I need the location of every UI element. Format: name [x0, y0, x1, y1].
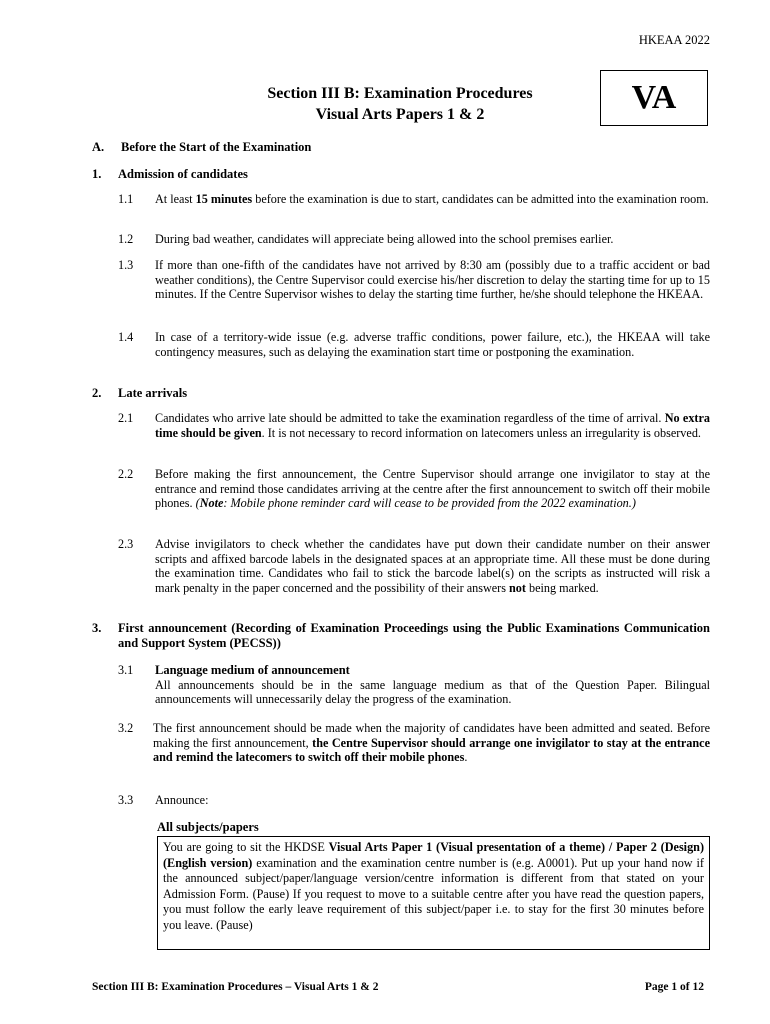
item-number: 3.3 — [118, 793, 134, 807]
section-1-heading: Admission of candidates — [118, 167, 248, 181]
item-number: 1.3 — [118, 258, 134, 272]
section-1-number: 1. — [92, 167, 102, 181]
item-3-1-text: All announcements should be in the same language medium as that of the Question Paper. Bilingual announcements will unnecessarily delay the progress of the examination. — [155, 677, 710, 707]
footer-section-title: Section III B: Examination Procedures – Visual Arts 1 & 2 — [92, 981, 379, 993]
page-title-subject: Visual Arts Papers 1 & 2 — [315, 106, 485, 123]
section-3-number: 3. — [92, 621, 102, 635]
item-3-1-content — [155, 663, 710, 707]
item-number: 1.2 — [118, 232, 134, 246]
item-1-4-text: In case of a territory-wide issue (e.g. adverse traffic conditions, power failure, etc.), the HKEAA will take contingency measures, such as delaying the examination start time or postponing the examination. — [155, 330, 710, 359]
item-number: 1.4 — [118, 330, 134, 344]
item-number: 3.2 — [118, 721, 134, 735]
item-1-1-text: At least 15 minutes before the examination is due to start, candidates can be admitted into the examination room. — [155, 192, 709, 206]
item-1-2-text: During bad weather, candidates will appreciate being allowed into the school premises earlier. — [155, 232, 614, 246]
item-number: 3.1 — [118, 663, 134, 677]
section-a-heading: Before the Start of the Examination — [121, 140, 312, 154]
item-3-2-text: The first announcement should be made when the majority of candidates have been admitted and seated. Before making the first announcement, the Centre Supervisor should arrange one invigilator to stay at the entrance and remind the latecomers to switch off their mobile phones. — [153, 721, 710, 765]
section-3-heading: First announcement (Recording of Examination Proceedings using the Public Examinations Communication and Support System (PECSS)) — [118, 621, 710, 650]
footer-page-number: Page 1 of 12 — [644, 981, 704, 993]
item-3-3-text: Announce: — [155, 793, 209, 807]
section-2-number: 2. — [92, 386, 102, 400]
item-2-1-text: Candidates who arrive late should be admitted to take the examination regardless of the time of arrival. No extra time should be given. It is not necessary to record information on latecomers unless an irregularity is observed. — [155, 411, 710, 440]
item-2-2-text: Before making the first announcement, the Centre Supervisor should arrange one invigilator to stay at the entrance and remind those candidates arriving at the centre after the first announcement to switch off their mobile phones. (Note: Mobile phone reminder card will cease to be provided from the 2022 examination.) — [155, 467, 710, 511]
section-a-label: A. — [92, 140, 105, 154]
section-2-heading: Late arrivals — [118, 386, 188, 400]
item-number: 2.2 — [118, 467, 134, 481]
announcement-script-box: You are going to sit the HKDSE Visual Arts Paper 1 (Visual presentation of a theme) / Paper 2 (Design) (English version) examination and the examination centre number is (e.g. A0001). Put up your hand now if the announced subject/paper/language version/centre information is different from that stated on your Admission Form. (Pause) If you request to move to a suitable centre after you have read the question papers, you must follow the early leave requirement of this subject/paper i.e. to stay for the first 30 minutes before you leave. (Pause) — [157, 836, 710, 950]
item-3-1-heading: Language medium of announcement — [155, 663, 350, 677]
header-org-year: HKEAA 2022 — [638, 33, 710, 47]
item-number: 2.3 — [118, 537, 134, 551]
item-number: 1.1 — [118, 192, 134, 206]
subject-code-badge: VA — [600, 70, 708, 126]
item-1-3-text: If more than one-fifth of the candidates have not arrived by 8:30 am (possibly due to a traffic accident or bad weather conditions), the Centre Supervisor could exercise his/her discretion to delay the starting time for up to 15 minutes. If the Centre Supervisor wishes to delay the starting time further, he/she should telephone the HKEAA. — [155, 258, 710, 302]
page-title-section: Section III B: Examination Procedures — [267, 85, 533, 102]
item-number: 2.1 — [118, 411, 134, 425]
item-2-3-text: Advise invigilators to check whether the candidates have put down their candidate number on their answer scripts and affixed barcode labels in the designated spaces at an appropriate time. All these must be done during the examination time. Candidates who fail to stick the barcode label(s) on the scripts as instructed will risk a mark penalty in the paper concerned and the possibility of their answers not being marked. — [155, 537, 710, 595]
announcement-box-heading: All subjects/papers — [157, 820, 259, 834]
